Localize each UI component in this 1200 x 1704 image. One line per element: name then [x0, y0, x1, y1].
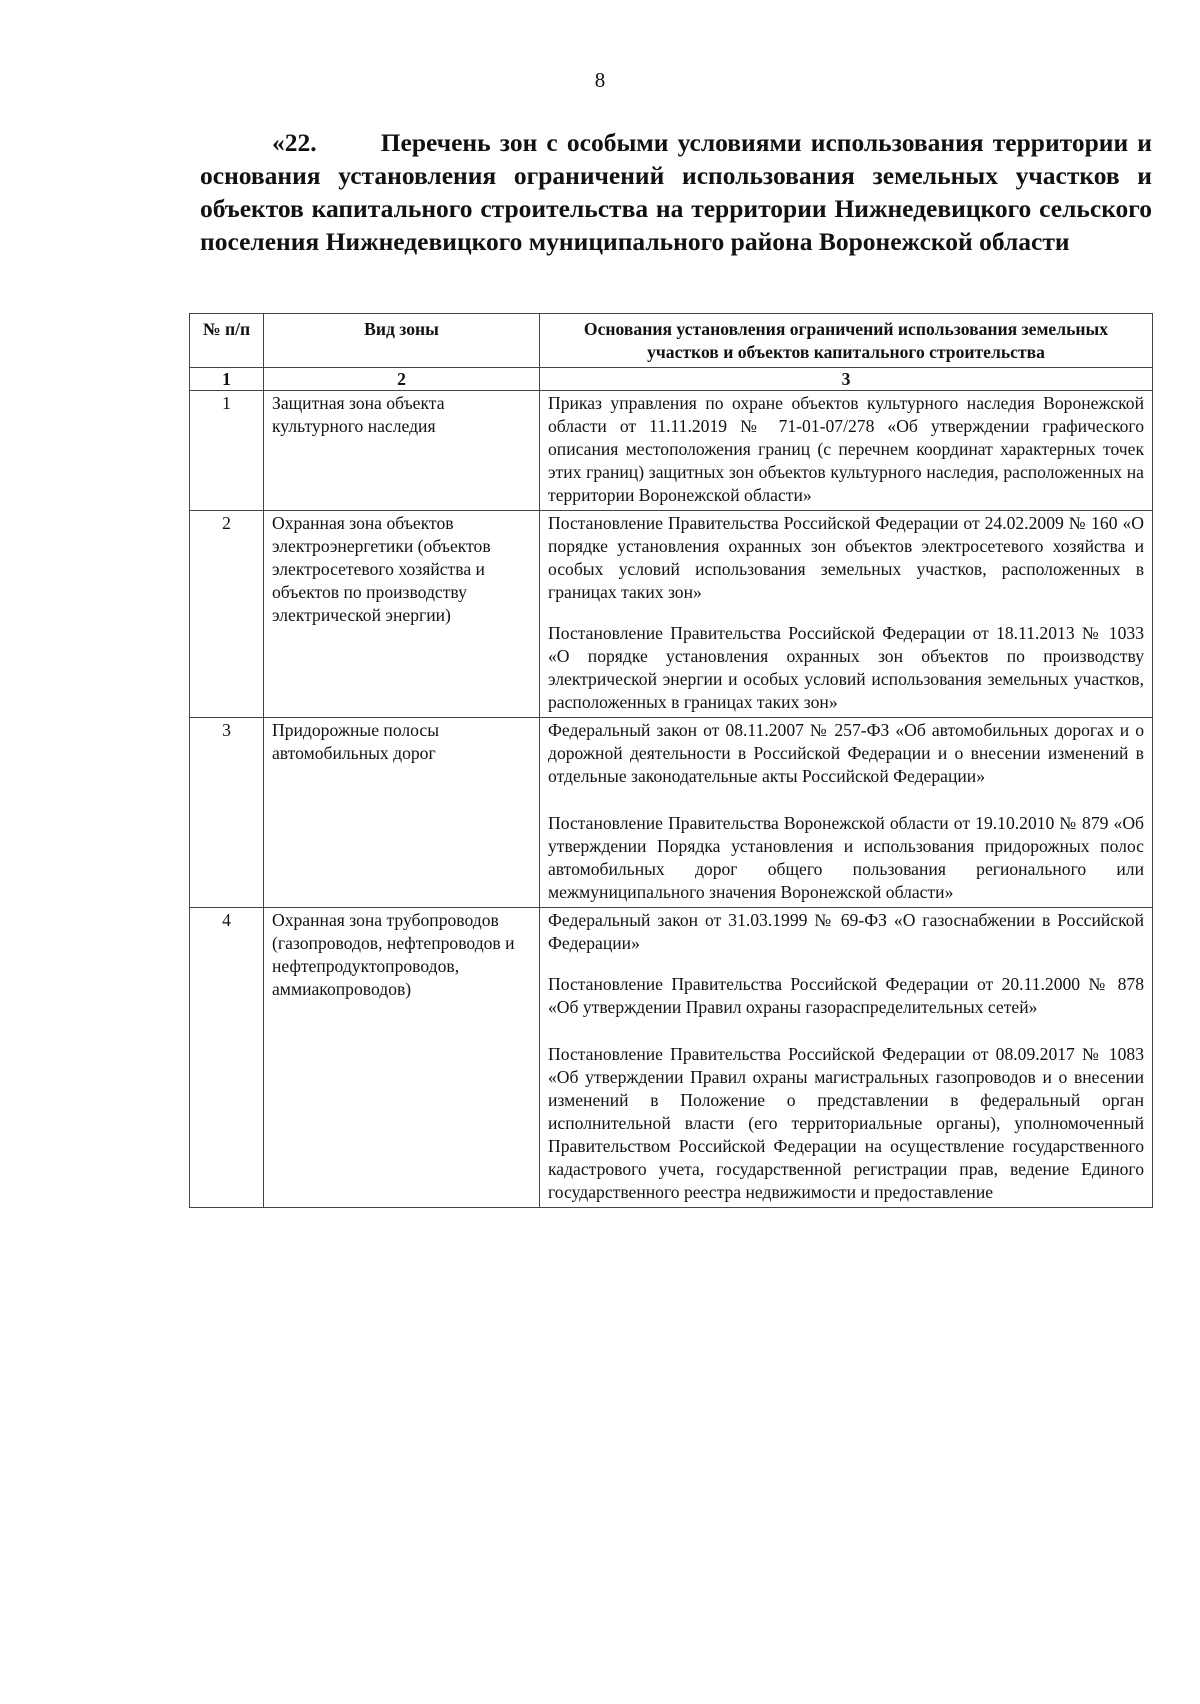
row-number: 4	[190, 908, 264, 1208]
header-basis: Основания установления ограничений использования земельных участков и объектов капитального строительства	[540, 314, 1153, 368]
row-number: 2	[190, 511, 264, 718]
heading-title: Перечень зон с особыми условиями использования территории и основания установления ограничений использования земельных участков и объектов капитального строительства на территории Нижнедевицкого сельского поселения Нижнедевицкого муниципального района Воронежской области	[200, 128, 1152, 256]
basis-document: Федеральный закон от 08.11.2007 № 257-ФЗ «Об автомобильных дорогах и о дорожной деятельности в Российской Федерации и о внесении изменений в отдельные законодательные акты Российской Федерации»	[548, 720, 1144, 786]
basis-document: Постановление Правительства Российской Федерации от 24.02.2009 № 160 «О порядке установления охранных зон объектов электросетевого хозяйства и особых условий использования земельных участков, расположенных в границах таких зон»	[548, 513, 1144, 602]
row-number: 3	[190, 718, 264, 908]
zone-kind: Защитная зона объекта культурного наследия	[264, 391, 540, 511]
heading-line	[200, 126, 1152, 258]
zone-basis	[540, 511, 1153, 718]
basis-document: Постановление Правительства Воронежской области от 19.10.2010 № 879 «Об утверждении Порядка установления и использования придорожных полос автомобильных дорог общего пользования регионального или межмуниципального значения Воронежской области»	[548, 813, 1144, 902]
basis-document: Федеральный закон от 31.03.1999 № 69-ФЗ «О газоснабжении в Российской Федерации»	[548, 910, 1144, 953]
table-row	[190, 718, 1153, 908]
table-row	[190, 908, 1153, 1208]
row-number: 1	[190, 391, 264, 511]
basis-document: Постановление Правительства Российской Федерации от 08.09.2017 № 1083 «Об утверждении Правил охраны магистральных газопроводов и о внесении изменений в Положение о представлении в федеральный орган исполнительной власти (его территориальные органы), уполномоченный Правительством Российской Федерации на осуществление государственного кадастрового учета, государственной регистрации прав, ведение Единого государственного реестра недвижимости и предоставление	[548, 1044, 1144, 1202]
zone-basis	[540, 718, 1153, 908]
table-row	[190, 511, 1153, 718]
header-zone-kind: Вид зоны	[264, 314, 540, 368]
heading-number: «22.	[272, 128, 317, 157]
header-number: № п/п	[190, 314, 264, 368]
basis-document: Постановление Правительства Российской Федерации от 20.11.2000 № 878 «Об утверждении Правил охраны газораспределительных сетей»	[548, 974, 1144, 1017]
basis-document: Приказ управления по охране объектов культурного наследия Воронежской области от 11.11.2019 № 71-01-07/278 «Об утверждении графического описания местоположения границ (с перечнем координат характерных точек этих границ) защитных зон объектов культурного наследия, расположенных на территории Воронежской области»	[548, 393, 1144, 505]
table-header-row	[190, 314, 1153, 368]
basis-document: Постановление Правительства Российской Федерации от 18.11.2013 № 1033 «О порядке установления охранных зон объектов по производству электрической энергии и особых условий использования земельных участков, расположенных в границах таких зон»	[548, 623, 1144, 712]
zone-kind: Охранная зона трубопроводов (газопроводов, нефтепроводов и нефтепродуктопроводов, аммиакопроводов)	[264, 908, 540, 1208]
zone-kind: Придорожные полосы автомобильных дорог	[264, 718, 540, 908]
column-number: 3	[540, 368, 1153, 391]
column-number: 1	[190, 368, 264, 391]
zone-basis	[540, 391, 1153, 511]
table-row	[190, 391, 1153, 511]
zones-table	[189, 313, 1153, 1208]
section-heading	[200, 126, 1152, 258]
column-numbers-row	[190, 368, 1153, 391]
page-number: 8	[594, 68, 606, 92]
column-number: 2	[264, 368, 540, 391]
zone-basis	[540, 908, 1153, 1208]
zone-kind: Охранная зона объектов электроэнергетики (объектов электросетевого хозяйства и объектов по производству электрической энергии)	[264, 511, 540, 718]
